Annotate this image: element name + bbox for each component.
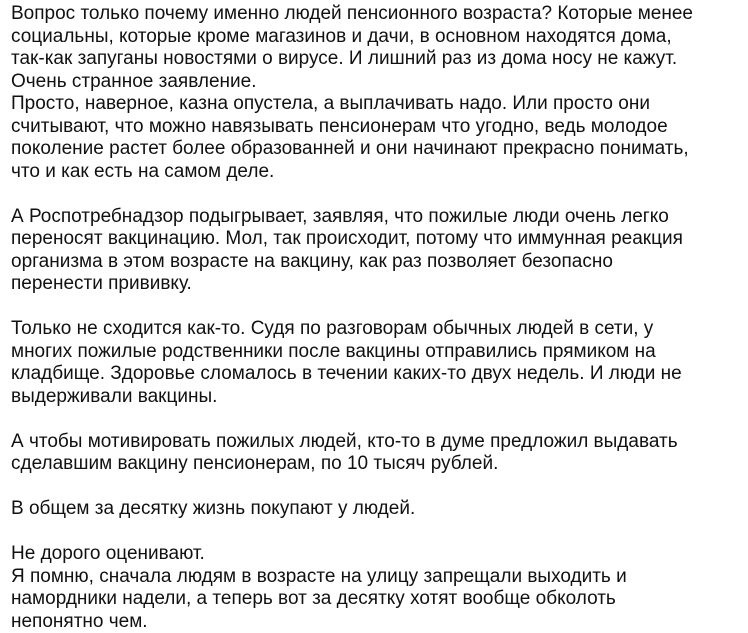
text-line: так-как запуганы новостями о вирусе. И лишний раз из дома носу не кажут. [11, 48, 738, 71]
text-line: выдерживали вакцины. [11, 386, 738, 409]
text-line: Я помню, сначала людям в возрасте на улицу запрещали выходить и [11, 566, 738, 589]
text-line: что и как есть на самом деле. [11, 161, 738, 184]
text-line: намордники надели, а теперь вот за десятку хотят вообще обколоть [11, 588, 738, 611]
text-line: Просто, наверное, казна опустела, а выплачивать надо. Или просто они [11, 93, 738, 116]
text-line: социальны, которые кроме магазинов и дачи, в основном находятся дома, [11, 26, 738, 49]
text-line: многих пожилые родственники после вакцины отправились прямиком на [11, 341, 738, 364]
text-line: кладбище. Здоровье сломалось в течении каких-то двух недель. И люди не [11, 363, 738, 386]
text-line: перенести прививку. [11, 273, 738, 296]
text-line: Вопрос только почему именно людей пенсионного возраста? Которые менее [11, 3, 738, 26]
paragraph-6 [11, 543, 738, 633]
text-line: организма в этом возрасте на вакцину, как раз позволяет безопасно [11, 251, 738, 274]
paragraph-2 [11, 206, 738, 296]
text-line: Только не сходится как-то. Судя по разговорам обычных людей в сети, у [11, 318, 738, 341]
text-line: В общем за десятку жизнь покупают у людей. [11, 498, 738, 521]
paragraph-4 [11, 431, 738, 476]
paragraph-1 [11, 3, 738, 183]
text-line: А чтобы мотивировать пожилых людей, кто-то в думе предложил выдавать [11, 431, 738, 454]
text-line: переносят вакцинацию. Мол, так происходит, потому что иммунная реакция [11, 228, 738, 251]
paragraph-3 [11, 318, 738, 408]
text-line: сделавшим вакцину пенсионерам, по 10 тысяч рублей. [11, 453, 738, 476]
text-line: А Роспотребнадзор подыгрывает, заявляя, что пожилые люди очень легко [11, 206, 738, 229]
text-line: считывают, что можно навязывать пенсионерам что угодно, ведь молодое [11, 116, 738, 139]
paragraph-5 [11, 498, 738, 521]
text-line: Не дорого оценивают. [11, 543, 738, 566]
text-line: поколение растет более образованней и они начинают прекрасно понимать, [11, 138, 738, 161]
text-line: непонятно чем. [11, 611, 738, 633]
text-line: Очень странное заявление. [11, 71, 738, 94]
